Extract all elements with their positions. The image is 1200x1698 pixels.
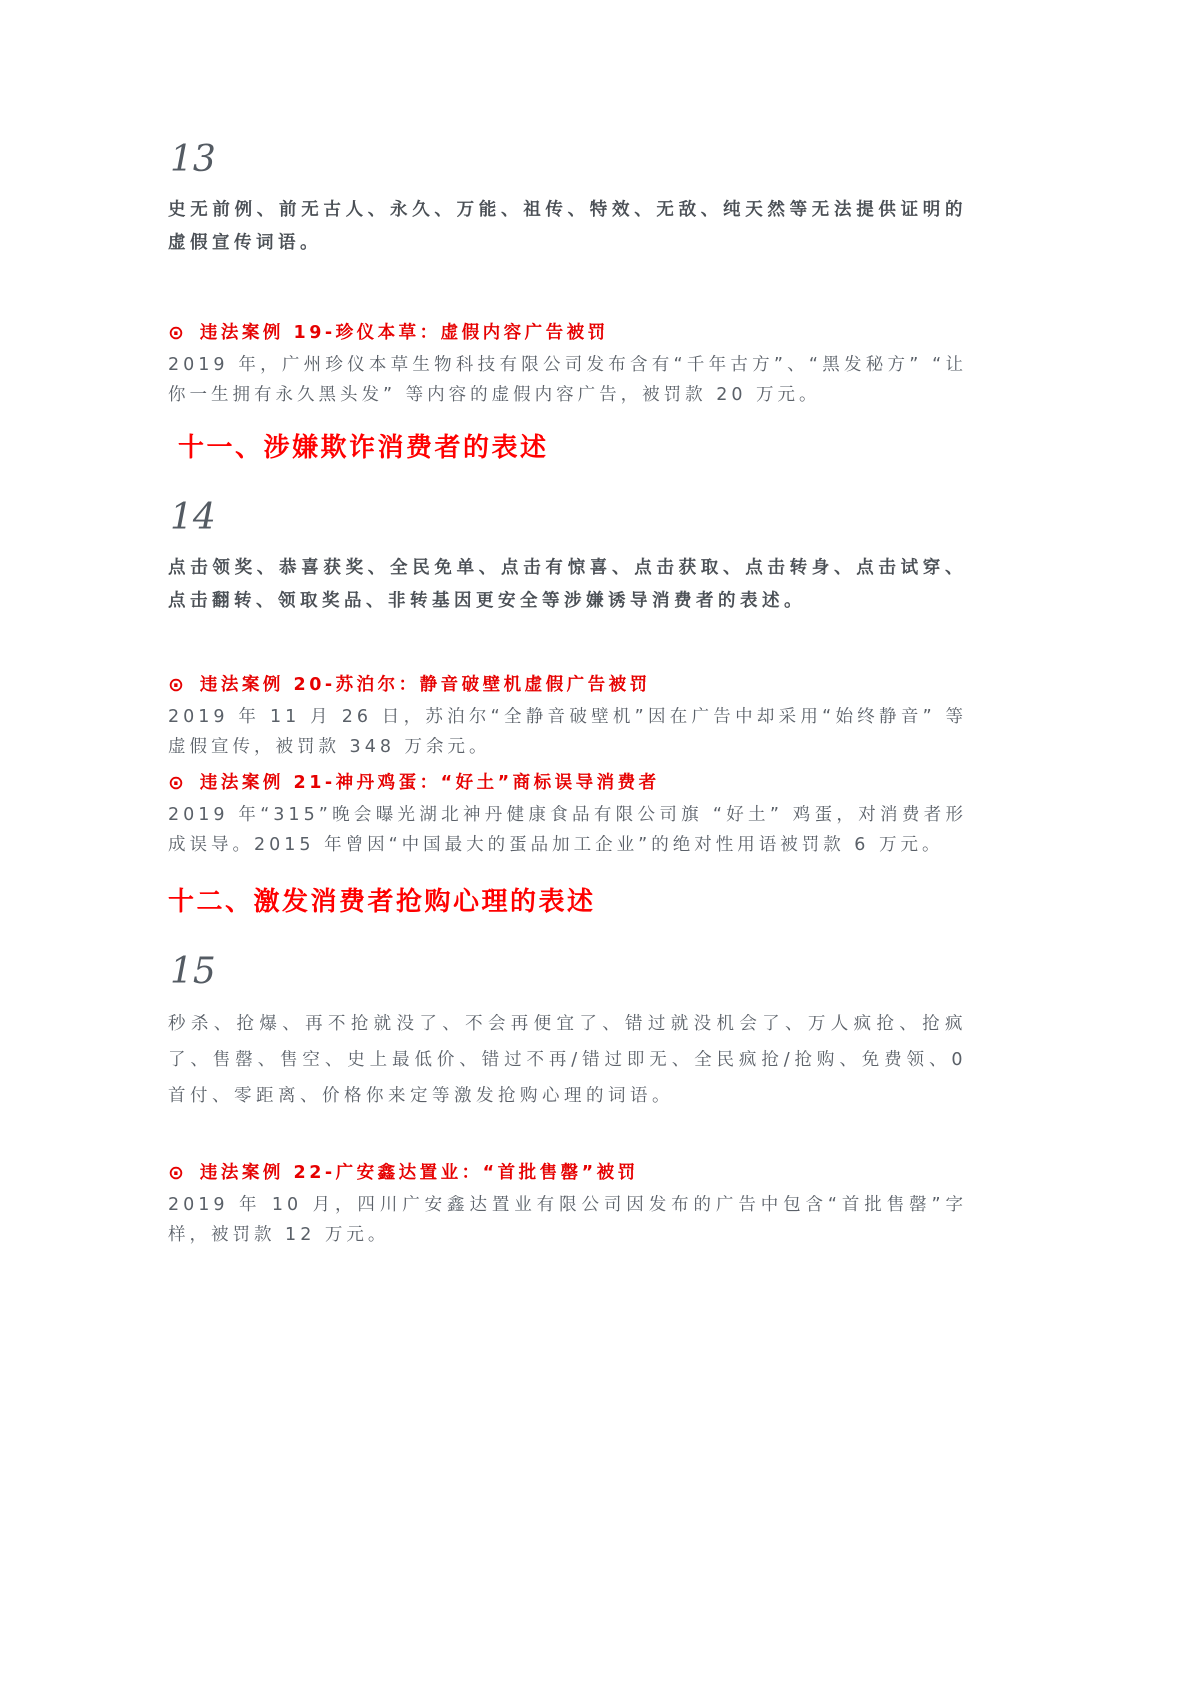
case-22-heading [168, 1160, 967, 1186]
section-heading-12: 十二、激发消费者抢购心理的表述 [168, 886, 596, 917]
case-19-title: 违法案例 19-珍仪本草：虚假内容广告被罚 [199, 322, 609, 343]
case-22-body: 2019 年 10 月，四川广安鑫达置业有限公司因发布的广告中包含“首批售罄”字样，被罚款 12 万元。 [168, 1194, 967, 1245]
case-21-title: 违法案例 21-神丹鸡蛋：“好土”商标误导消费者 [199, 772, 660, 793]
item-number-15: 15 [170, 951, 216, 993]
case-bullet-icon: ⊙ [168, 673, 184, 696]
case-bullet-icon: ⊙ [168, 771, 184, 794]
case-bullet-icon: ⊙ [168, 1161, 184, 1184]
prohibited-words-paragraph-14: 点击领奖、恭喜获奖、全民免单、点击有惊喜、点击获取、点击转身、点击试穿、点击翻转、领取奖品、非转基因更安全等涉嫌诱导消费者的表述。 [168, 557, 967, 611]
case-bullet-icon: ⊙ [168, 321, 184, 344]
case-22-title: 违法案例 22-广安鑫达置业：“首批售罄”被罚 [199, 1162, 639, 1183]
prohibited-words-paragraph-15: 秒杀、抢爆、再不抢就没了、不会再便宜了、错过就没机会了、万人疯抢、抢疯了、售罄、售空、史上最低价、错过不再/错过即无、全民疯抢/抢购、免费领、0 首付、零距离、价格你来定等激发抢购心理的词语。 [168, 1013, 967, 1106]
case-21-heading [168, 770, 967, 796]
case-19-body: 2019 年，广州珍仪本草生物科技有限公司发布含有“千年古方”、“黑发秘方” “让你一生拥有永久黑头发” 等内容的虚假内容广告，被罚款 20 万元。 [168, 354, 967, 405]
item-number-13: 13 [170, 139, 216, 180]
case-21-body: 2019 年“315”晚会曝光湖北神丹健康食品有限公司旗 “好土” 鸡蛋，对消费者形成误导。2015 年曾因“中国最大的蛋品加工企业”的绝对性用语被罚款 6 万元。 [168, 804, 967, 855]
section-heading-11: 十一、涉嫌欺诈消费者的表述 [178, 432, 549, 463]
case-19-heading [168, 320, 967, 346]
item-number-14: 14 [170, 497, 216, 539]
case-20-heading [168, 672, 967, 698]
case-20-title: 违法案例 20-苏泊尔：静音破壁机虚假广告被罚 [199, 674, 651, 695]
case-20-body: 2019 年 11 月 26 日，苏泊尔“全静音破壁机”因在广告中却采用“始终静音” 等虚假宣传，被罚款 348 万余元。 [168, 706, 967, 757]
prohibited-words-paragraph-13: 史无前例、前无古人、永久、万能、祖传、特效、无敌、纯天然等无法提供证明的虚假宣传词语。 [168, 199, 967, 253]
